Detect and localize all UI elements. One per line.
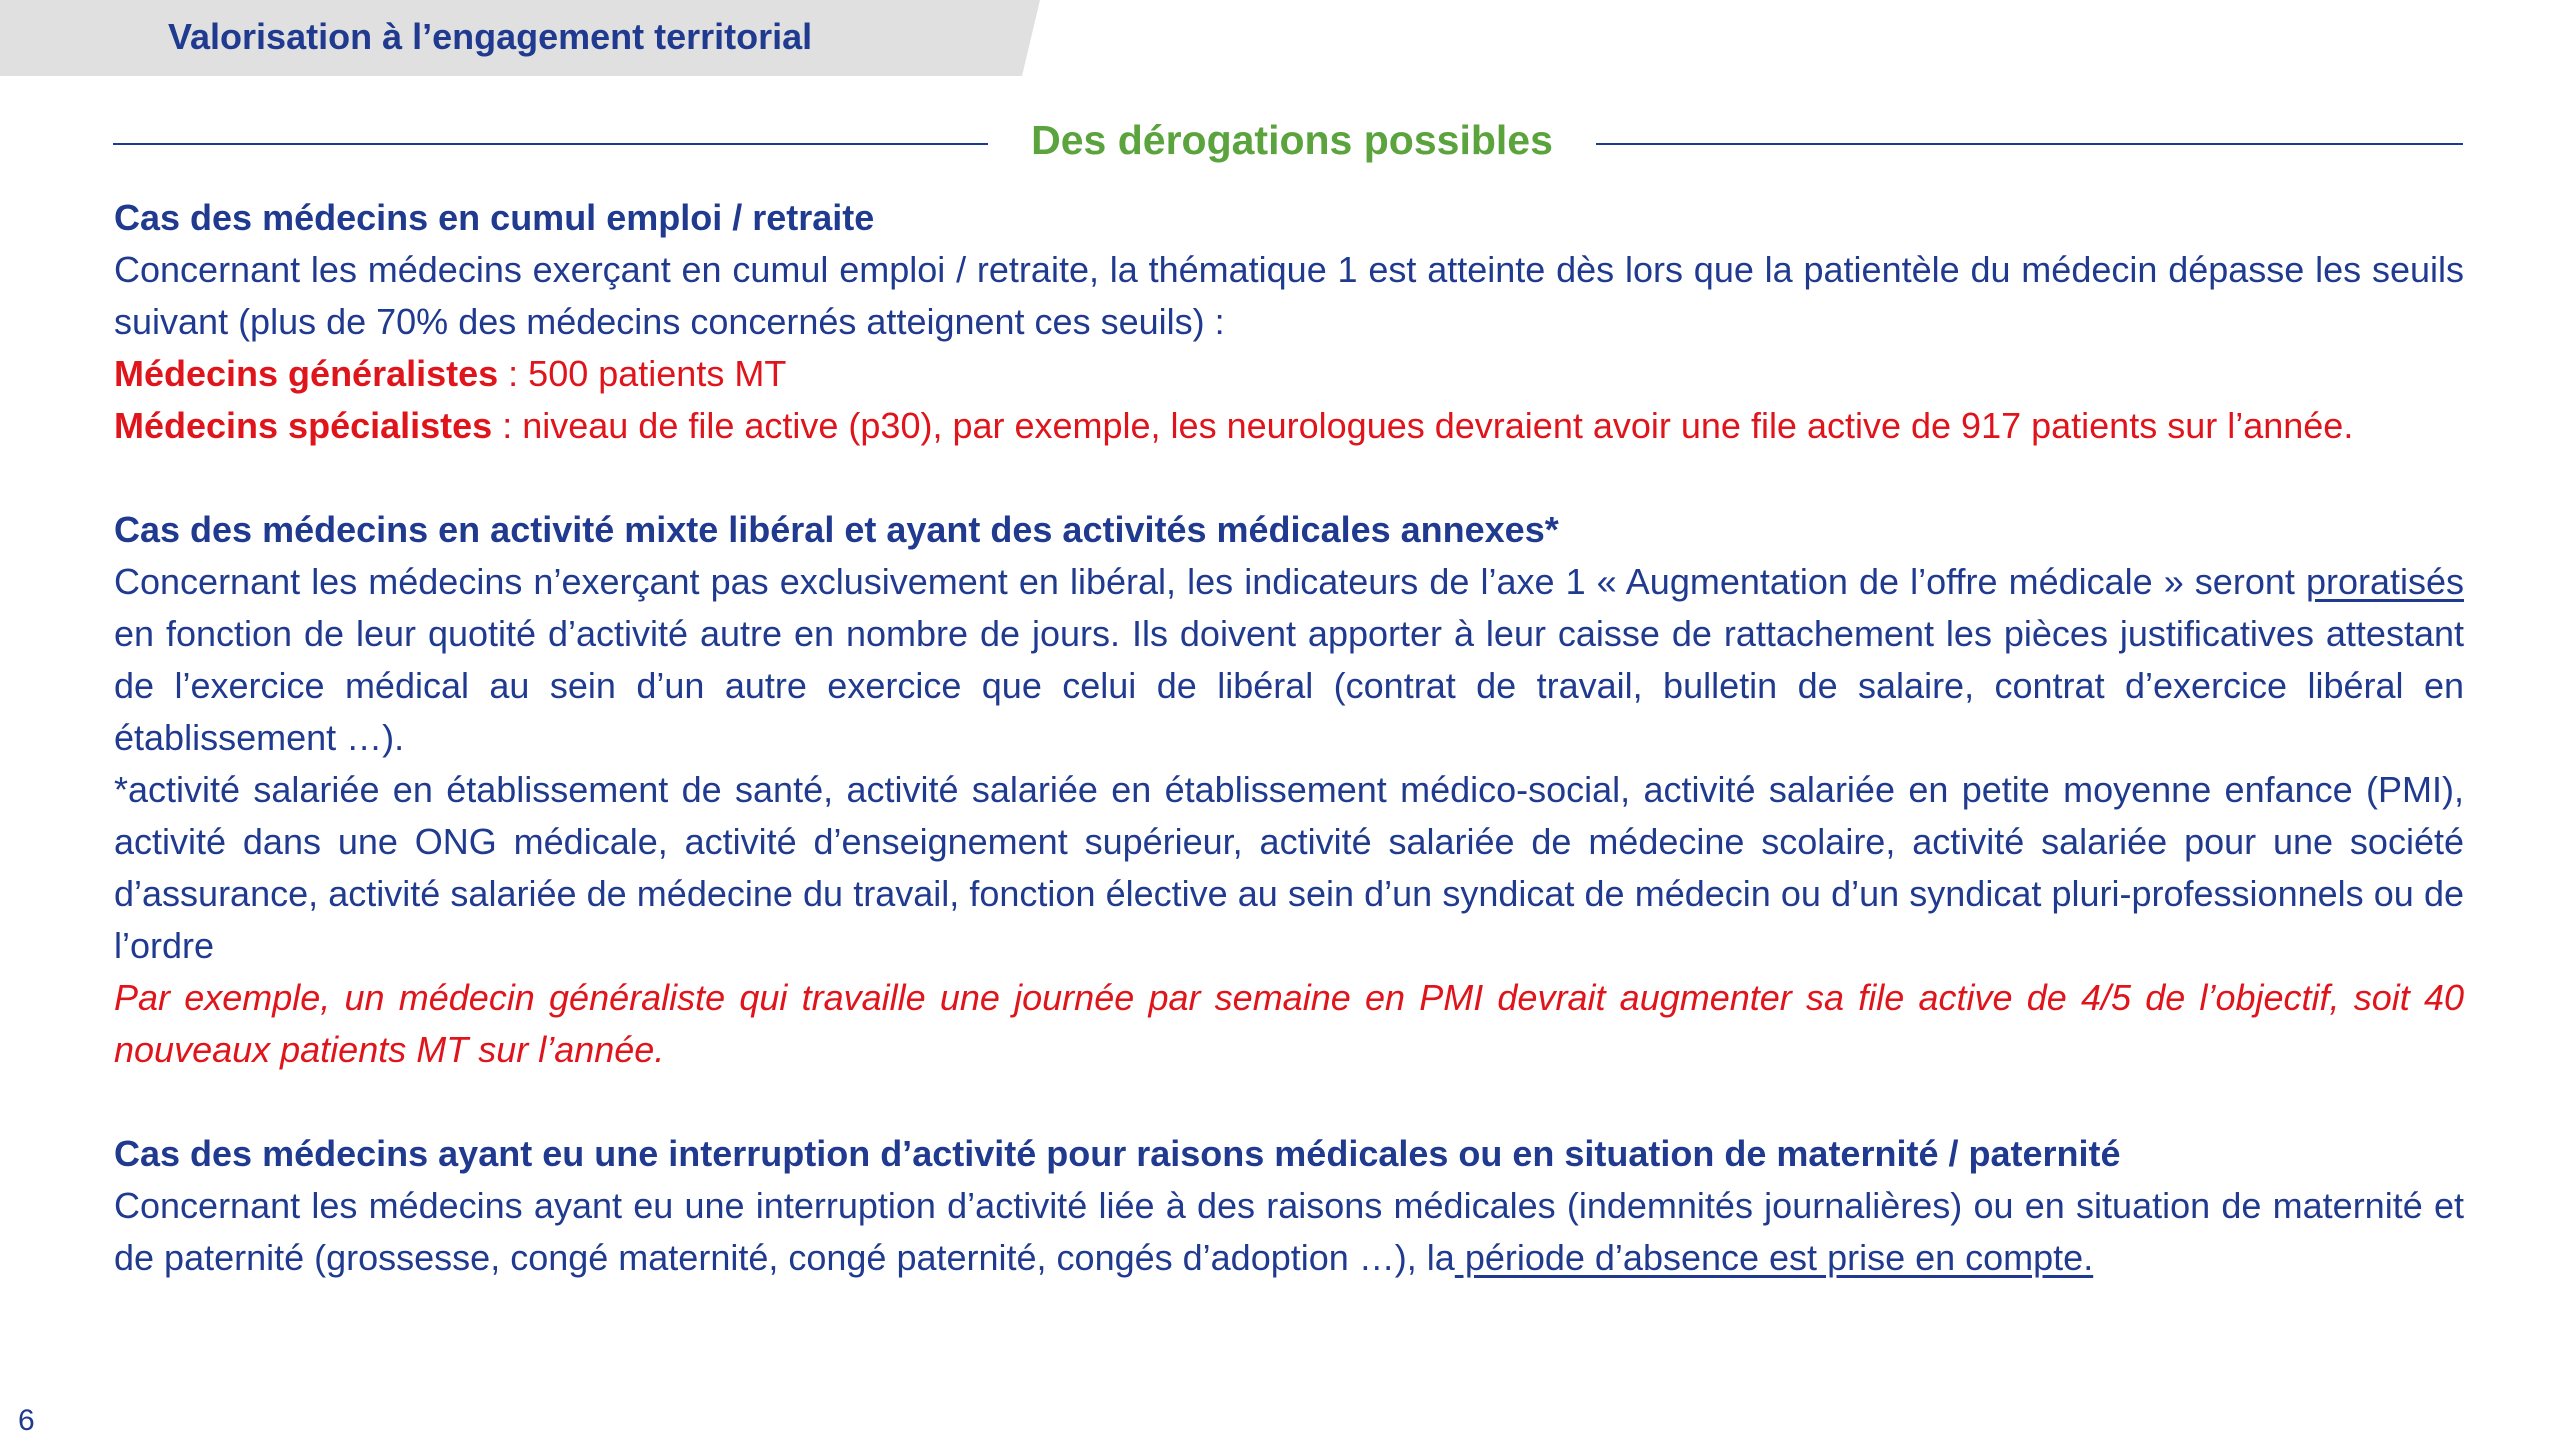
cumul-specialistes bbox=[114, 400, 2464, 452]
interruption-paragraph bbox=[114, 1180, 2464, 1284]
absence-underlined: période d’absence est prise en compte. bbox=[1454, 1237, 2094, 1278]
spacer bbox=[114, 1076, 2464, 1128]
mixte-paragraph bbox=[114, 556, 2464, 764]
mixte-text-end: en fonction de leur quotité d’activité autre en nombre de jours. Ils doivent apporter à leur caisse de rattachement les pièces justificatives attestant de l’exercice médical au sein d’un autre exercice que celui de libéral (contrat de travail, bulletin de salaire, contrat d’exercice libéral en établissement …). bbox=[114, 613, 2464, 758]
generalistes-value: : 500 patients MT bbox=[498, 353, 787, 394]
divider-line-right bbox=[1596, 143, 2463, 145]
main-content bbox=[114, 192, 2464, 1284]
mixte-text-start: Concernant les médecins n’exerçant pas exclusivement en libéral, les indicateurs de l’axe 1 « Augmentation de l’offre médicale » seront bbox=[114, 561, 2306, 602]
specialistes-label: Médecins spécialistes bbox=[114, 405, 493, 446]
interruption-text: Concernant les médecins ayant eu une interruption d’activité liée à des raisons médicales (indemnités journalières) ou en situation de maternité et de paternité (grossesse, congé maternité, congé paternité, congés d’adoption …), la bbox=[114, 1185, 2464, 1278]
specialistes-value: : niveau de file active (p30), par exemple, les neurologues devraient avoir une file active de 917 patients sur l’année. bbox=[492, 405, 2354, 446]
interruption-heading: Cas des médecins ayant eu une interruption d’activité pour raisons médicales ou en situation de maternité / paternité bbox=[114, 1133, 2121, 1174]
mixte-example: Par exemple, un médecin généraliste qui travaille une journée par semaine en PMI devrait augmenter sa file active de 4/5 de l’objectif, soit 40 nouveaux patients MT sur l’année. bbox=[114, 977, 2464, 1070]
proratises-link: proratisés bbox=[2305, 561, 2464, 602]
cumul-generalistes bbox=[114, 348, 2464, 400]
cumul-intro: Concernant les médecins exerçant en cumul emploi / retraite, la thématique 1 est atteinte dès lors que la patientèle du médecin dépasse les seuils suivant (plus de 70% des médecins concernés atteignent ces seuils) : bbox=[114, 249, 2464, 342]
spacer bbox=[114, 452, 2464, 504]
mixte-heading: Cas des médecins en activité mixte libéral et ayant des activités médicales annexes* bbox=[114, 509, 1559, 550]
divider-line-left bbox=[113, 143, 988, 145]
section-divider bbox=[113, 113, 2463, 177]
cumul-heading: Cas des médecins en cumul emploi / retraite bbox=[114, 197, 875, 238]
section-title: Des dérogations possibles bbox=[1031, 117, 1553, 163]
mixte-footnote: *activité salariée en établissement de santé, activité salariée en établissement médico-social, activité salariée en petite moyenne enfance (PMI), activité dans une ONG médicale, activité d’enseignement supérieur, activité salariée de médecine scolaire, activité salariée pour une société d’assurance, activité salariée de médecine du travail, fonction élective au sein d’un syndicat de médecin ou d’un syndicat pluri-professionnels ou de l’ordre bbox=[114, 769, 2464, 966]
generalistes-label: Médecins généralistes bbox=[114, 353, 499, 394]
page-header-title: Valorisation à l’engagement territorial bbox=[168, 16, 813, 57]
page-number: 6 bbox=[18, 1404, 35, 1437]
